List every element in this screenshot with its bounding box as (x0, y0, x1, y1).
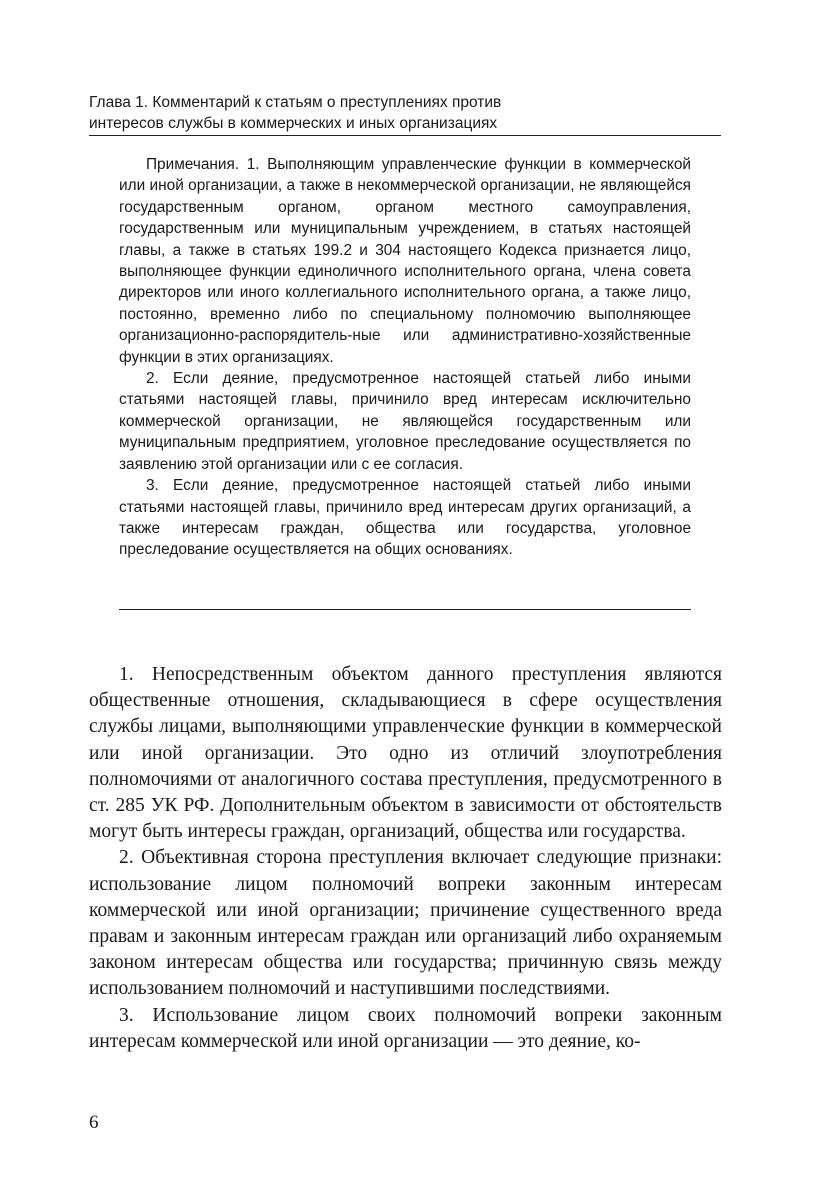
notes-divider (119, 609, 691, 610)
main-text (89, 662, 722, 1055)
body-paragraph-2: 2. Объективная сторона преступления включает следующие признаки: использование лицом полномочий вопреки законным интересам коммерческой или иной организации; причинение существенного вреда правам и законным интересам граждан или организаций либо охраняемым законом интересам общества или государства; причинную связь между использованием полномочий и наступившими последствиями. (89, 847, 722, 1000)
page-number: 6 (89, 1112, 99, 1133)
note-paragraph-1: Примечания. 1. Выполняющим управленческие функции в коммерческой или иной организации, а также в некоммерческой организации, не являющейся государственным органом, органом местного самоуправления, государственным или муниципальным учреждением, в статьях настоящей главы, а также в статьях 199.2 и 304 настоящего Кодекса признается лицо, выполняющее функции единоличного исполнительного органа, члена совета директоров или иного коллегиального исполнительного органа, а также лицо, постоянно, временно либо по специальному полномочию выполняющее организационно-распорядитель-ные или административно-хозяйственные функции в этих организациях. (119, 156, 691, 366)
body-paragraph-1: 1. Непосредственным объектом данного преступления являются общественные отношения, складывающиеся в сфере осуществления службы лицами, выполняющими управленческие функции в коммерческой или иной организации. Это одно из отличий злоупотребления полномочиями от аналогичного состава преступления, предусмотренного в ст. 285 УК РФ. Дополнительным объектом в зависимости от обстоятельств могут быть интересы граждан, организаций, общества или государства. (89, 664, 722, 843)
note-paragraph-3: 3. Если деяние, предусмотренное настоящей статьей либо иными статьями настоящей главы, причинило вред интересам других организаций, а также интересам граждан, общества или государства, уголовное преследование осуществляется на общих основаниях. (119, 477, 691, 559)
running-header (89, 92, 689, 134)
running-header-line-1: Глава 1. Комментарий к статьям о преступлениях против (89, 94, 502, 111)
note-paragraph-2: 2. Если деяние, предусмотренное настоящей статьей либо иными статьями настоящей главы, причинило вред интересам исключительно коммерческой организации, не являющейся государственным или муниципальным предприятием, уголовное преследование осуществляется по заявлению этой организации или с ее согласия. (119, 370, 691, 473)
running-header-line-2: интересов службы в коммерческих и иных организациях (89, 115, 498, 132)
notes-block (119, 154, 691, 561)
body-paragraph-3: 3. Использование лицом своих полномочий вопреки законным интересам коммерческой или иной организации — это деяние, ко- (89, 1004, 722, 1052)
header-divider (89, 135, 721, 136)
